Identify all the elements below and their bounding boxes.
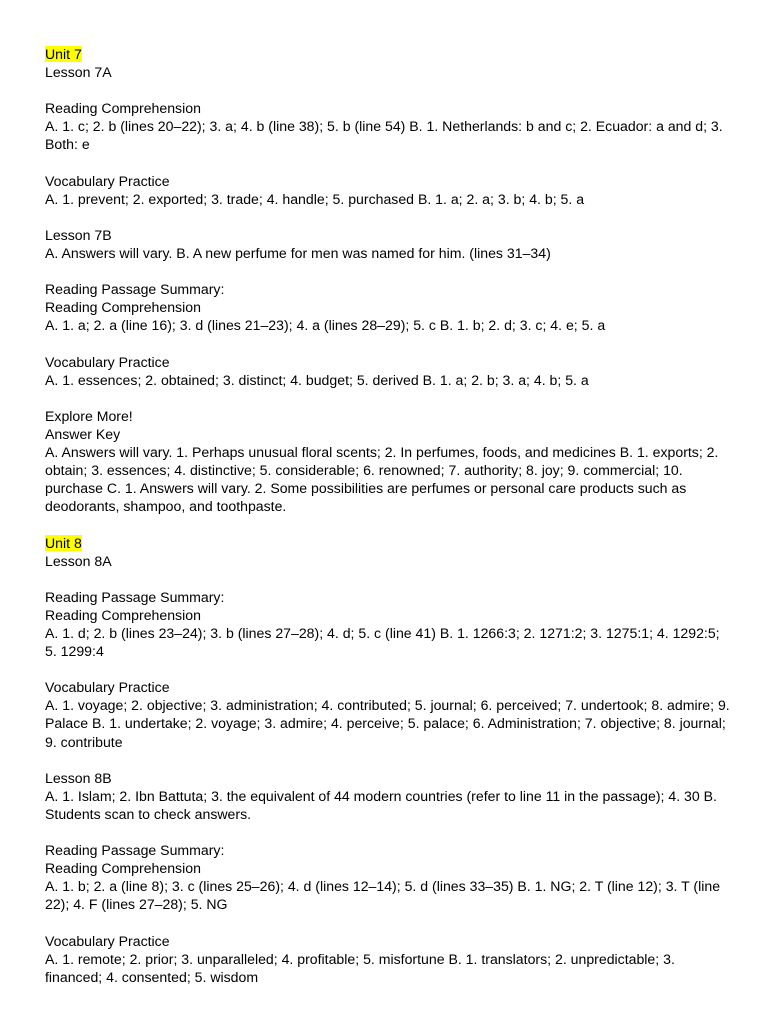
lesson-title: Lesson 8B [45,769,112,786]
lesson-title: Lesson 7A [45,64,112,81]
answer-text: A. 1. Islam; 2. Ibn Battuta; 3. the equivalent of 44 modern countries (refer to line 11 in the passage); 4. 30 B. Students scan to check answers. [45,787,717,822]
section-heading: Vocabulary Practice [45,172,170,189]
section-heading: Explore More! [45,407,133,424]
section-heading: Vocabulary Practice [45,679,170,696]
unit-title [45,45,735,63]
lesson-title: Lesson 7B [45,226,112,243]
section-heading: Answer Key [45,425,121,442]
section-heading: Reading Comprehension [45,299,201,316]
lesson-title: Lesson 8A [45,552,112,569]
unit-highlight: Unit 8 [45,534,82,551]
section-heading: Vocabulary Practice [45,932,170,949]
section-heading: Vocabulary Practice [45,353,170,370]
section-heading: Reading Passage Summary: [45,842,225,859]
answer-text: A. Answers will vary. B. A new perfume for men was named for him. (lines 31–34) [45,245,551,262]
answer-text: A. 1. remote; 2. prior; 3. unparalleled; 4. profitable; 5. misfortune B. 1. translators; 2. unpredictable; 3. financed; 4. consented; 5. wisdom [45,950,675,985]
answer-text: A. 1. b; 2. a (line 8); 3. c (lines 25–26); 4. d (lines 12–14); 5. d (lines 33–35) B. 1. NG; 2. T (line 12); 3. T (line 22); 4. F (lines 27–28); 5. NG [45,878,721,913]
answer-text: A. 1. d; 2. b (lines 23–24); 3. b (lines 27–28); 4. d; 5. c (line 41) B. 1. 1266:3; 2. 1271:2; 3. 1275:1; 4. 1292:5; 5. 1299:4 [45,625,720,660]
answer-text: A. 1. essences; 2. obtained; 3. distinct; 4. budget; 5. derived B. 1. a; 2. b; 3. a; 4. b; 5. a [45,371,589,388]
unit-highlight: Unit 7 [45,46,82,62]
section-heading: Reading Comprehension [45,860,201,877]
answer-text: A. 1. c; 2. b (lines 20–22); 3. a; 4. b (line 38); 5. b (line 54) B. 1. Netherlands: b and c; 2. Ecuador: a and d; 3. Both: e [45,118,723,153]
section-heading: Reading Passage Summary: [45,281,225,298]
section-heading: Reading Passage Summary: [45,588,225,605]
section-heading: Reading Comprehension [45,100,201,117]
answer-text: A. Answers will vary. 1. Perhaps unusual floral scents; 2. In perfumes, foods, and medicines B. 1. exports; 2. obtain; 3. essences; 4. distinctive; 5. considerable; 6. renowned; 7. authority; 8. joy; 9. commercial; 10. purchase C. 1. Answers will vary. 2. Some possibilities are perfumes or personal care products such as deodorants, shampoo, and toothpaste. [45,444,719,515]
answer-text: A. 1. prevent; 2. exported; 3. trade; 4. handle; 5. purchased B. 1. a; 2. a; 3. b; 4. b; 5. a [45,190,585,207]
answer-text: A. 1. voyage; 2. objective; 3. administration; 4. contributed; 5. journal; 6. perceived; 7. undertook; 8. admire; 9. Palace B. 1. undertake; 2. voyage; 3. admire; 4. perceive; 5. palace; 6. Administration; 7. objective; 8. journal; 9. contribute [45,697,730,750]
answer-key-document [45,45,735,986]
section-heading: Reading Comprehension [45,606,201,623]
unit-title [45,534,735,552]
answer-text: A. 1. a; 2. a (line 16); 3. d (lines 21–23); 4. a (lines 28–29); 5. c B. 1. b; 2. d; 3. c; 4. e; 5. a [45,317,606,334]
